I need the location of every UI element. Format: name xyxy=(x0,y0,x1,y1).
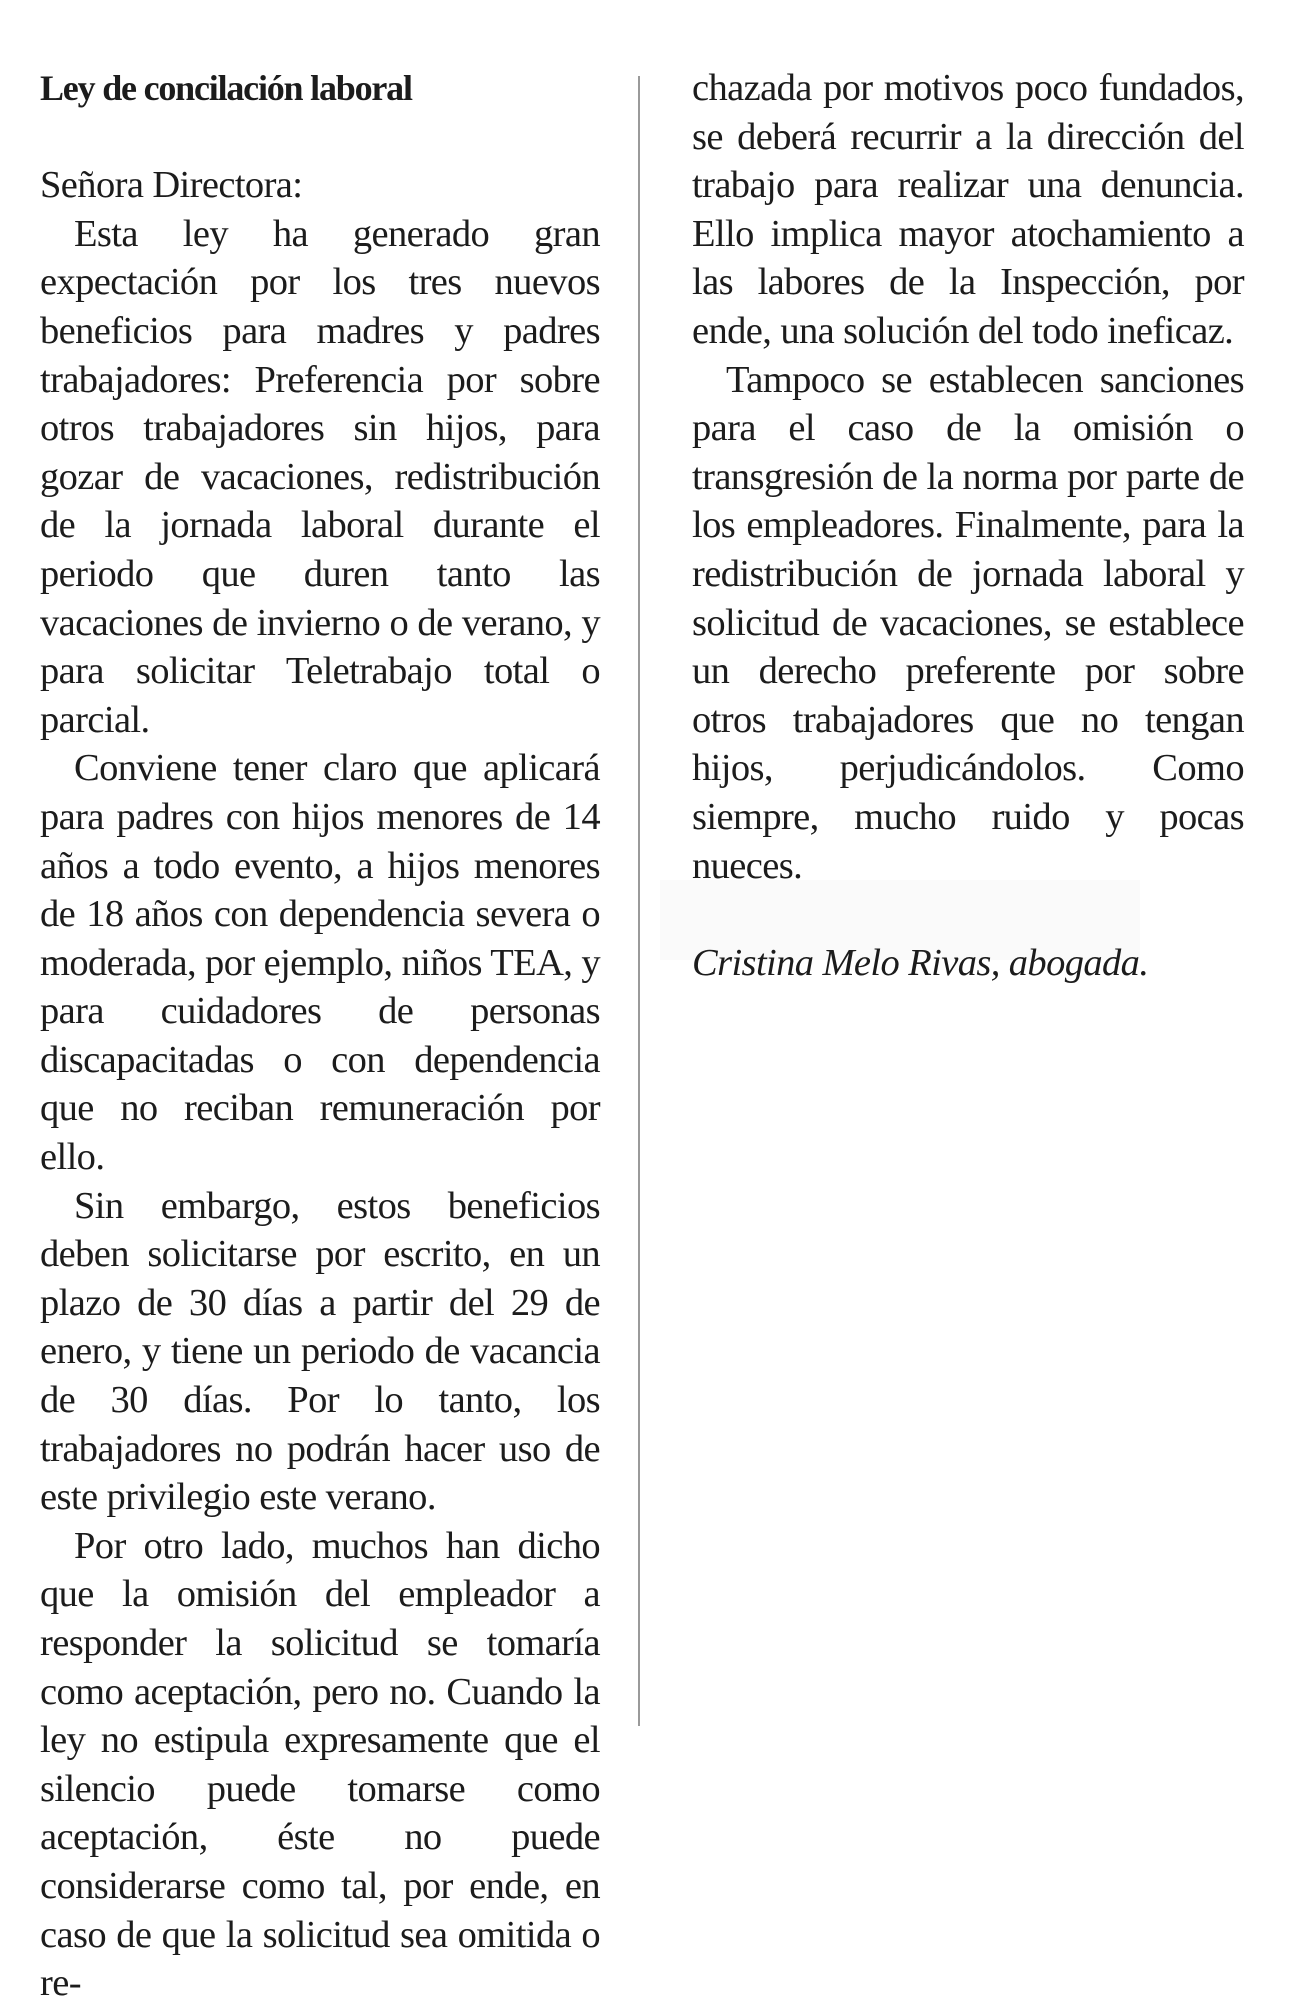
left-column xyxy=(40,64,600,2008)
letter-headline: Ley de concilación laboral xyxy=(40,68,412,108)
letter-paragraph-2: Conviene tener claro que aplicará para padres con hijos menores de 14 años a todo evento, a hijos menores de 18 años con dependencia severa o moderada, por ejemplo, niños TEA, y para cuidadores de personas discapacitadas o con dependencia que no reciban remuneración por ello. xyxy=(40,747,600,1179)
letter-signature: Cristina Melo Rivas, abogada. xyxy=(692,941,1149,984)
letter-paragraph-3: Sin embargo, estos beneficios deben solicitarse por escrito, en un plazo de 30 días a partir del 29 de enero, y tiene un periodo de vacancia de 30 días. Por lo tanto, los trabajadores no podrán hacer uso de este privilegio este verano. xyxy=(40,1184,600,1519)
letter-salutation: Señora Directora: xyxy=(40,164,303,207)
column-divider xyxy=(638,76,640,1726)
letter-paragraph-1: Esta ley ha generado gran expectación por los tres nuevos beneficios para madres y padres trabajadores: Preferencia por sobre otros trabajadores sin hijos, para gozar de vacaciones, redistribución de la jornada laboral durante el periodo que duren tanto las vacaciones de invierno o de verano, y para solicitar Teletrabajo total o parcial. xyxy=(40,212,600,741)
letter-paragraph-continuation: chazada por motivos poco fundados, se deberá recurrir a la dirección del trabajo para realizar una denuncia. Ello implica mayor atochamiento a las labores de la Inspección, por ende, una solución del todo ineficaz. xyxy=(692,67,1244,352)
letter-paragraph-4: Por otro lado, muchos han dicho que la omisión del empleador a responder la solicitud se tomaría como aceptación, pero no. Cuando la ley no estipula expresamente que el silencio puede tomarse como aceptación, éste no puede considerarse como tal, por ende, en caso de que la solicitud sea omitida o re- xyxy=(40,1524,600,2005)
right-column xyxy=(692,64,1244,987)
letter-paragraph-5: Tampoco se establecen sanciones para el caso de la omisión o transgresión de la norma por parte de los empleadores. Finalmente, para la redistribución de jornada laboral y solicitud de vacaciones, se establece un derecho preferente por sobre otros trabajadores que no tengan hijos, perjudicándolos. Como siempre, mucho ruido y pocas nueces. xyxy=(692,358,1244,887)
